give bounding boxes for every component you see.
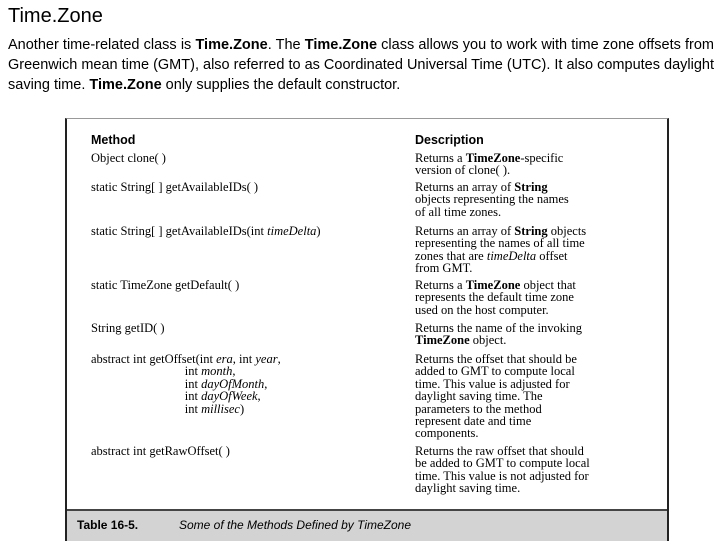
text-run: year [255, 352, 278, 366]
description-cell [415, 225, 655, 275]
description-cell [415, 445, 655, 495]
text-run: millisec [201, 401, 240, 416]
text-run: int [91, 401, 202, 416]
description-line [415, 482, 655, 494]
text-run: -specific [520, 151, 564, 165]
text-run: int [91, 376, 202, 391]
text-run: Returns the offset that should be [415, 352, 577, 366]
text-run: static String[ ] getAvailableIDs(int [91, 224, 268, 238]
text-run: representing the names of all time [415, 236, 585, 251]
description-cell [415, 152, 655, 177]
text-run: version of clone( ). [415, 163, 511, 178]
text-run: ) [316, 224, 321, 238]
text-run: added to GMT to compute local [415, 364, 575, 379]
text-run: timeDelta [267, 224, 317, 238]
text-run: era [216, 352, 233, 366]
text-run: Time.Zone [304, 37, 378, 53]
text-run: String getID( ) [91, 321, 165, 335]
description-line [415, 164, 655, 176]
text-run: Returns the raw offset that should [415, 444, 584, 458]
text-run: String [514, 180, 548, 194]
text-run: , int [232, 352, 256, 366]
table-caption [67, 509, 667, 541]
description-cell [415, 181, 655, 218]
text-run: String [514, 224, 548, 238]
description-cell [415, 353, 655, 440]
text-run: Returns the name of the invoking [415, 321, 582, 335]
method-line [91, 322, 391, 334]
text-run: of all time zones. [415, 204, 502, 219]
text-run: from GMT. [415, 261, 473, 276]
method-cell [91, 225, 391, 237]
text-run: object that [520, 278, 576, 292]
method-cell [91, 445, 391, 457]
text-run: components. [415, 426, 479, 441]
text-run: Another time-related class is [8, 37, 196, 53]
method-cell [91, 152, 391, 164]
text-run: Time.Zone [195, 37, 268, 53]
text-run: represent date and time [415, 414, 532, 429]
description-cell [415, 279, 655, 316]
method-cell [91, 279, 391, 291]
text-run: daylight saving time. [415, 481, 521, 496]
description-line [415, 334, 655, 346]
text-run: time. This value is adjusted for [415, 376, 570, 391]
text-run: int [91, 389, 202, 404]
method-line [91, 445, 391, 457]
text-run: Time.Zone [89, 77, 162, 93]
text-run: timeDelta [486, 248, 537, 263]
text-run: TimeZone [465, 278, 521, 292]
caption-label: Table 16-5. [77, 518, 139, 532]
method-cell [91, 181, 391, 193]
text-run: objects representing the names [415, 192, 569, 207]
description-line [415, 304, 655, 316]
text-run: Returns an array of [415, 180, 515, 194]
text-run: TimeZone [415, 333, 470, 348]
description-cell [415, 322, 655, 347]
text-run: . The [267, 37, 305, 53]
caption-text: Some of the Methods Defined by TimeZone [179, 518, 412, 532]
text-run: Returns an array of [415, 224, 515, 238]
text-run: TimeZone [465, 151, 521, 165]
intro-paragraph [8, 35, 714, 95]
text-run: parameters to the method [415, 401, 542, 416]
text-run: static TimeZone getDefault( ) [91, 278, 240, 292]
text-run: , [264, 376, 268, 391]
text-run: represents the default time zone [415, 290, 574, 305]
text-run: Object clone( ) [91, 151, 166, 165]
text-run: Returns a [415, 278, 466, 292]
text-run: month [201, 364, 233, 379]
text-run: used on the host computer. [415, 302, 549, 317]
text-run: int [91, 364, 202, 379]
text-run: , [277, 352, 281, 366]
text-run: daylight saving time. The [415, 389, 543, 404]
description-column-header: Description [415, 133, 484, 147]
text-run: class allows you to work with time zone offsets from Greenwich mean time (GMT), also referred to as Coordinated Universal Time (UTC). It also computes daylight saving time. [8, 37, 714, 93]
text-run: abstract int getOffset(int [91, 352, 217, 366]
text-run: abstract int getRawOffset( ) [91, 444, 230, 458]
description-line [415, 262, 655, 274]
methods-table-figure [65, 118, 669, 541]
text-run: zones that are [415, 248, 487, 263]
text-run: dayOfWeek [201, 389, 258, 404]
text-run: , [232, 364, 236, 379]
text-run: object. [469, 333, 507, 348]
text-run: Returns a [415, 151, 466, 165]
description-line [415, 206, 655, 218]
method-line [91, 279, 391, 291]
text-run: , [257, 389, 261, 404]
description-line [415, 427, 655, 439]
text-run: time. This value is not adjusted for [415, 468, 589, 483]
text-run: only supplies the default constructor. [161, 77, 401, 93]
method-line [91, 152, 391, 164]
method-line [91, 181, 391, 193]
method-cell [91, 353, 391, 415]
method-line [91, 403, 391, 415]
text-run: ) [239, 401, 245, 416]
text-run: static String[ ] getAvailableIDs( ) [91, 180, 259, 194]
text-run: offset [536, 248, 568, 263]
method-line [91, 225, 391, 237]
text-run: be added to GMT to compute local [415, 456, 590, 471]
method-cell [91, 322, 391, 334]
method-column-header: Method [91, 133, 136, 147]
text-run: objects [547, 224, 587, 238]
slide-title: Time.Zone [8, 5, 103, 27]
text-run: dayOfMonth [201, 376, 265, 391]
